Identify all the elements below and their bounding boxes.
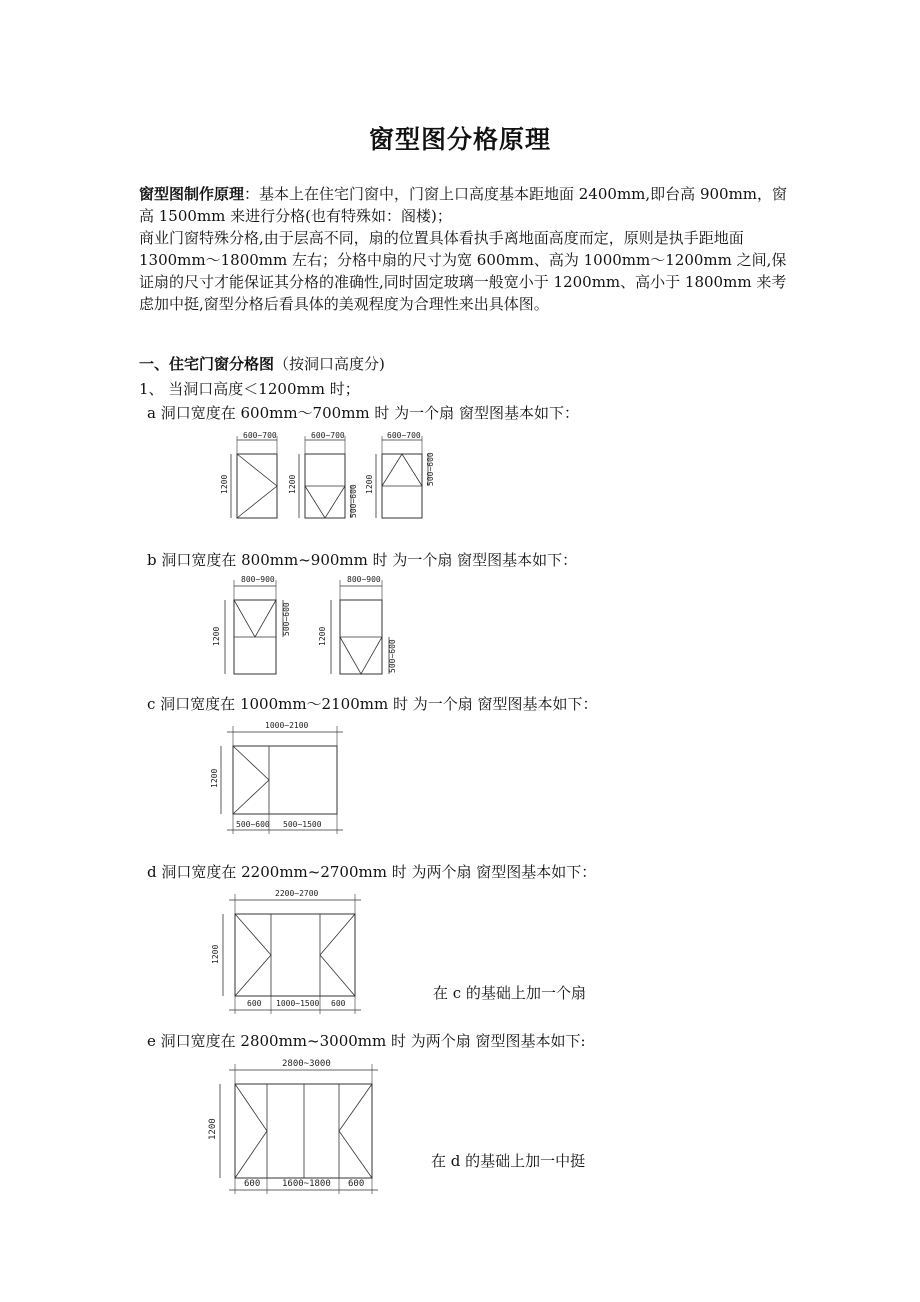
- fig-d-width: 2200~2700: [275, 889, 319, 898]
- fig-e-height: 1200: [208, 1118, 218, 1140]
- fig-d-height: 1200: [211, 944, 220, 964]
- fig-a-width-2: 600~700: [311, 431, 345, 440]
- fig-c-width: 1000~2100: [265, 721, 309, 730]
- case-d-note: 在 c 的基础上加一个扇: [433, 984, 586, 1002]
- fig-a-height-3: 1200: [365, 474, 374, 494]
- fig-a-width-3: 600~700: [387, 431, 421, 440]
- fig-b-height-2: 1200: [318, 626, 327, 646]
- fig-c-right: 500~1500: [283, 820, 322, 829]
- case-c-text: c 洞口宽度在 1000mm～2100mm 时 为一个扇 窗型图基本如下：: [147, 695, 598, 713]
- fig-c-height: 1200: [210, 768, 219, 788]
- fig-e-left: 600: [244, 1179, 261, 1189]
- intro-text-1: ：基本上在住宅门窗中，门窗上口高度基本距地面 2400mm,即台高 900mm，窗高 1500mm 来进行分格(也有特殊如：阁楼)；: [139, 185, 788, 225]
- fig-a-width-1: 600~700: [243, 431, 277, 440]
- intro-label: 窗型图制作原理: [139, 185, 245, 203]
- case-e-note: 在 d 的基础上加一中挺: [431, 1152, 586, 1170]
- item-1-text: 1、 当洞口高度＜1200mm 时；: [139, 380, 360, 398]
- fig-d-mid: 1000~1500: [276, 999, 320, 1008]
- fig-e-mid: 1600~1800: [282, 1179, 331, 1189]
- case-b-text: b 洞口宽度在 800mm~900mm 时 为一个扇 窗型图基本如下：: [147, 551, 578, 569]
- fig-e-width: 2800~3000: [282, 1059, 331, 1069]
- fig-e-right: 600: [348, 1179, 365, 1189]
- figure-b: [205, 574, 425, 684]
- case-e-text: e 洞口宽度在 2800mm~3000mm 时 为两个扇 窗型图基本如下:: [147, 1032, 586, 1050]
- fig-a-height-2: 1200: [288, 474, 297, 494]
- fig-b-height-1: 1200: [212, 626, 221, 646]
- fig-a-height-1: 1200: [220, 474, 229, 494]
- figure-c: [205, 718, 355, 838]
- fig-b-width-2: 800~900: [347, 575, 381, 584]
- fig-a-sub-1: 500~600: [349, 484, 358, 518]
- fig-c-left: 500~600: [236, 820, 270, 829]
- intro-text-2: 商业门窗特殊分格,由于层高不同，扇的位置具体看执手离地面高度而定，原则是执手距地面 1300mm～1800mm 左右；分格中扇的尺寸为宽 600mm、高为 1000mm～1200mm 之间,保证扇的尺寸才能保证其分格的准确性,同时固定玻璃一般宽小于 1200mm、高小于 1800mm 来考虑加中挺,窗型分格后看具体的美观程度为合理性来出具体图。: [139, 229, 787, 313]
- case-a-text: a 洞口宽度在 600mm～700mm 时 为一个扇 窗型图基本如下：: [147, 404, 579, 422]
- fig-d-right: 600: [331, 999, 346, 1008]
- section-heading: 一、住宅门窗分格图（按洞口高度分): [139, 355, 385, 373]
- figure-d: [205, 886, 375, 1014]
- intro-paragraph: [139, 183, 799, 315]
- fig-b-width-1: 800~900: [241, 575, 275, 584]
- figure-e: [200, 1056, 390, 1196]
- figure-a: [215, 432, 445, 527]
- fig-b-sub-2: 500~600: [388, 639, 397, 673]
- fig-d-left: 600: [247, 999, 262, 1008]
- case-d-text: d 洞口宽度在 2200mm~2700mm 时 为两个扇 窗型图基本如下：: [147, 863, 597, 881]
- fig-b-sub-1: 500~600: [282, 602, 291, 636]
- page-title: 窗型图分格原理: [368, 125, 551, 154]
- fig-a-sub-2: 500~600: [426, 452, 435, 486]
